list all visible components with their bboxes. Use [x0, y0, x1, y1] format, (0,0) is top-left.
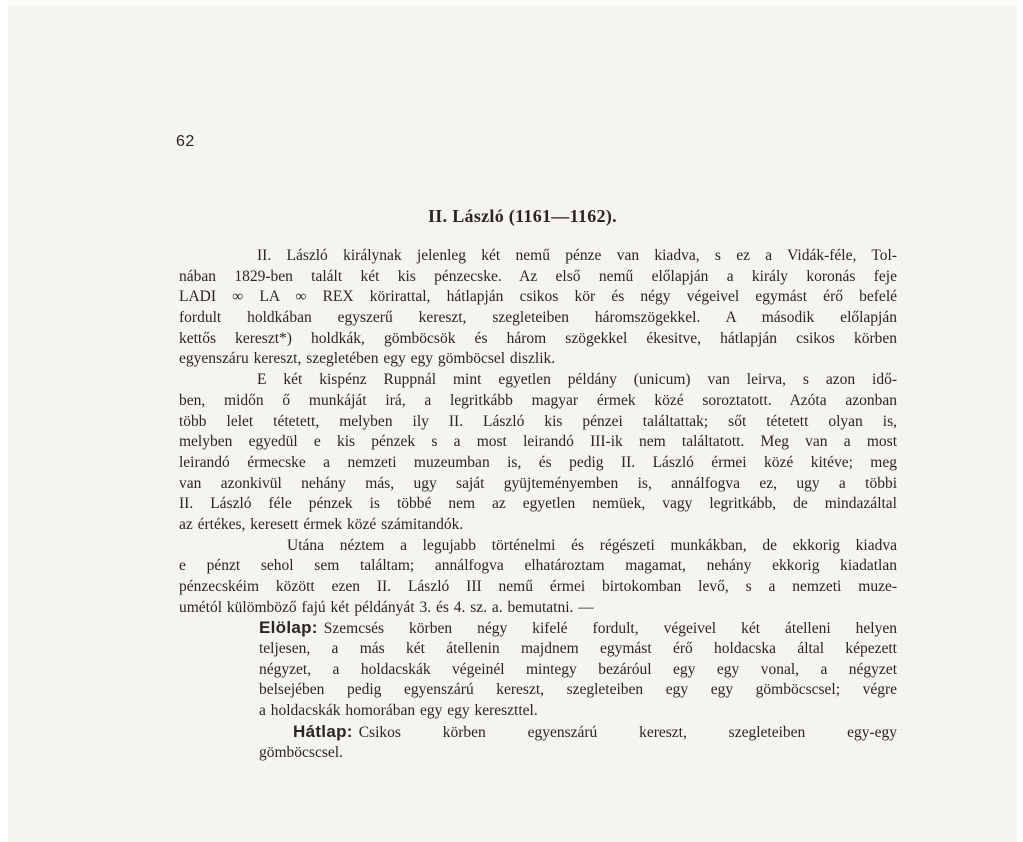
paragraph-line: umétól külömböző fajú két példányát 3. és 4. sz. a. bemutatni. —: [179, 598, 594, 616]
reverse-description-line: [179, 722, 897, 743]
paragraph-line: melyben egyedül e kis pénzek s a most leirandó III-ik nem találtatott. Meg van a most: [179, 433, 897, 451]
paragraph-line: II. László féle pénzek is többé nem az egyetlen nemüek, vagy legritkább, de mindazáltal: [179, 495, 897, 513]
paragraph-line: a holdacskák homorában egy egy kereszttel.: [259, 702, 538, 720]
paragraph-line: e pénzt sehol sem találtam; annálfogva elhatároztam magamat, nehány ekkorig kiadatlan: [179, 557, 897, 575]
paragraph-line: nában 1829-ben talált két kis pénzecske. Az első nemű előlapján a király koronás feje: [179, 267, 897, 285]
paragraph-line: teljesen, a más két átellenin majdnem egymást érő holdacska által képezett: [259, 640, 897, 658]
paragraph-line: négyzet, a holdacskák végeinél mintegy bezáróul egy egy vonal, a négyzet: [259, 660, 897, 678]
paragraph-line: kettős kereszt*) holdkák, gömböcsök és három szögekkel ékesitve, hátlapján csikos körben: [179, 329, 897, 347]
paragraph-line: belsejében pedig egyenszárú kereszt, szegleteiben egy egy gömböcscsel; végre: [259, 681, 897, 699]
section-heading: II. László (1161—1162).: [428, 206, 617, 226]
page-number: 62: [176, 133, 195, 150]
paragraph-line: van azonkivül nehány más, ugy saját gyüjteményemben is, annálfogva ez, ugy a többi: [179, 474, 897, 492]
paragraph-line: az értékes, keresett érmek közé számitandók.: [179, 515, 464, 533]
paragraph-line: LADI ∞ LA ∞ REX körirattal, hátlapján csikos kör és négy végeivel egymást érő befelé: [179, 288, 897, 306]
paragraph-line: egyenszáru kereszt, szegletében egy egy gömböcsel diszlik.: [179, 350, 556, 368]
reverse-label: Hátlap:: [293, 721, 353, 741]
paragraph-line: II. László királynak jelenleg két nemű pénze van kiadva, s ez a Vidák-féle, Tol-: [257, 247, 897, 264]
document-body: [179, 246, 897, 763]
paragraph-line: fordult holdkában egyszerű kereszt, szegleteiben háromszögekkel. A második előlapján: [179, 309, 897, 327]
paragraph-line: Utána néztem a legujabb történelmi és régészeti munkákban, de ekkorig kiadva: [287, 536, 897, 554]
obverse-text: Szemcsés körben négy kifelé fordult, végeivel két átelleni helyen: [323, 620, 897, 638]
obverse-description-line: [179, 618, 897, 639]
paragraph-line: pénzecskéim között ezen II. László III nemű érmei birtokomban levő, s a nemzeti muze-: [179, 578, 897, 595]
paragraph-line: több lelet tétetett, melyben ily II. László kis pénzei találtattak; sőt tétetett olyan is,: [179, 412, 897, 430]
paragraph-line: E két kispénz Ruppnál mint egyetlen példány (unicum) van leirva, s azon idő-: [257, 371, 897, 389]
paragraph-line: ben, midőn ő munkáját irá, a legritkább magyar érmek közé soroztatott. Azóta azonban: [179, 391, 897, 409]
obverse-label: Elölap:: [259, 618, 318, 638]
reverse-text: Csikos körben egyenszárú kereszt, szegleteiben egy-egy: [358, 723, 897, 741]
paragraph-line: leirandó érmecske a nemzeti muzeumban is, és pedig II. László érmei közé kitéve; meg: [179, 453, 897, 471]
page-top-edge: [8, 0, 1017, 6]
paragraph-line: gömböcscsel.: [259, 743, 343, 761]
